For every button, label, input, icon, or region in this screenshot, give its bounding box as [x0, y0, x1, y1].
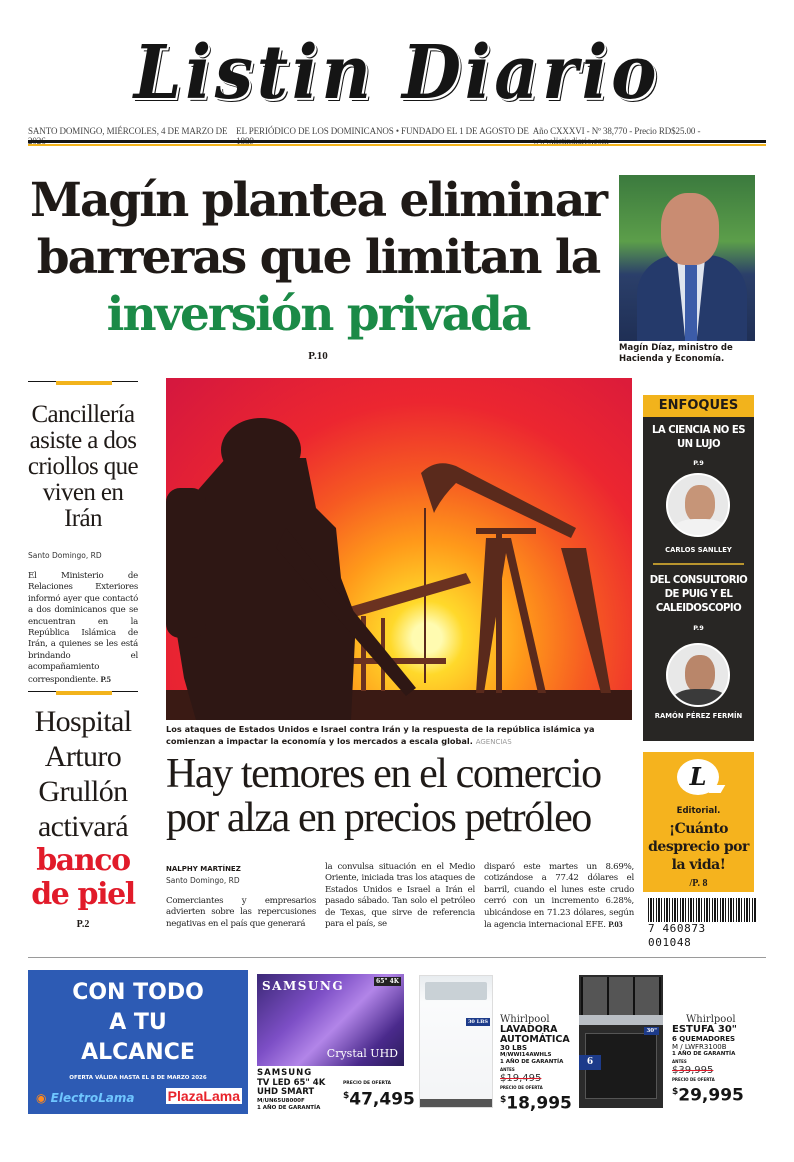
- whirlpool-logo: Whirlpool: [686, 1014, 736, 1025]
- avatar: [666, 643, 730, 707]
- plazalama-logo: PlazaLama: [167, 1088, 240, 1104]
- lead-photo-caption: Magín Díaz, ministro de Hacienda y Economía.: [619, 343, 733, 364]
- whirlpool-logo: Whirlpool: [500, 1014, 550, 1025]
- enfoques-separator: [653, 563, 744, 565]
- lead-page-ref: P.10: [308, 350, 328, 362]
- enfoques-panel: [643, 395, 754, 741]
- tagline: EL PERIÓDICO DE LOS DOMINICANOS • FUNDADO EL 1 DE AGOSTO DE: [236, 126, 529, 136]
- masthead-gold-rule: [28, 144, 766, 146]
- enfoque-author: RAMÓN PÉREZ FERMÍN: [654, 712, 743, 720]
- enfoque-author: CARLOS SANLLEY: [665, 546, 732, 554]
- ad-promo-banner[interactable]: CON TODO A TU ALCANCE OFERTA VÁLIDA HASTA EL 8 DE MARZO 2026 ◉ ElectroLama PlazaLama: [28, 970, 248, 1114]
- main-story-headline[interactable]: Hay temores en el comercio por alza en precios petróleo: [166, 751, 601, 841]
- enfoque-page: P.9: [693, 459, 704, 467]
- lead-photo: [619, 175, 755, 341]
- page-ref: P.03: [608, 919, 623, 930]
- tv-product-image[interactable]: SAMSUNG 65" 4K Crystal UHD: [257, 974, 404, 1066]
- edition-date: SANTO DOMINGO, MIÉRCOLES, 4 DE MARZO DE: [28, 126, 228, 136]
- byline-dateline: Santo Domingo, RD: [166, 876, 240, 885]
- byline-author: NALPHY MARTÍNEZ: [166, 865, 241, 873]
- editorial-page-ref: /P. 8: [689, 878, 708, 889]
- washer-product-image[interactable]: 30 LBS: [419, 975, 493, 1108]
- dateline-bar: [28, 126, 766, 146]
- masthead-rule: [28, 140, 766, 143]
- story-headline-highlight: banco de piel: [31, 843, 135, 912]
- issue-info: Año CXXXVI - Nº 38,770 - Precio RD$25.00 -: [532, 126, 701, 136]
- avatar: [666, 473, 730, 537]
- ad-validity: OFERTA VÁLIDA HASTA EL 8 DE MARZO 2026: [69, 1075, 207, 1081]
- editorial-label: Editorial.: [676, 806, 721, 816]
- enfoque-page: P.9: [693, 624, 704, 632]
- page-ref: P.2: [76, 919, 90, 930]
- editorial-logo-icon: L: [677, 759, 719, 795]
- story-column-3: disparó este martes un 8.69%, cotizándose a 77.42 dólares el barril, cuando el lunes este crudo cerró con un incremento 6.28%, ubicándose en 71.23 dólares, según la agencia internacional EFE. P.03: [484, 862, 634, 931]
- barcode: [648, 898, 756, 949]
- section-gold-tab: [56, 691, 112, 695]
- electrolama-logo: ◉ ElectroLama: [36, 1091, 135, 1105]
- story-column-2: la convulsa situación en el Medio Oriente, iniciada tras los ataques de Estados Unidos e Israel a Irán el pasado sábado. Tan solo el petróleo de Texas, que sirve de referencia para el país, se: [325, 862, 475, 930]
- tv-product-info: SAMSUNG TV LED 65" 4K UHD SMART M/UN65U8000F 1 AÑO DE GARANTÍA: [257, 1068, 326, 1111]
- enfoques-label: ENFOQUES: [643, 395, 754, 417]
- enfoque-title[interactable]: DEL CONSULTORIO DE PUIG Y EL CALEIDOSCOPIO: [649, 573, 748, 614]
- washer-product-info: Whirlpool LAVADORA AUTOMÁTICA 30 LBS M/WWI14AWHLS 1 AÑO DE GARANTÍA ANTES $19,495 PRECIO DE OFERTA $18,995: [500, 1014, 575, 1113]
- story-body: El Ministerio de Relaciones Exteriores informó ayer que contactó a dos dominicanos que se encuentran en la República Islámica de Irán, a quienes se les está brindando el acompañamiento correspondiente. P.5: [28, 571, 138, 685]
- page-ref: P.5: [100, 673, 111, 684]
- story-headline-hospital[interactable]: Hospital Arturo Grullón activará banco de piel: [22, 704, 144, 912]
- enfoque-title[interactable]: LA CIENCIA NO ES UN LUJO: [652, 423, 745, 450]
- image-credit: AGENCIAS: [475, 737, 512, 746]
- story-column-1: Comerciantes y empresarios advierten sobre las repercusiones negativas en el país que generará: [166, 896, 316, 929]
- stove-product-image[interactable]: 30" 6: [579, 975, 663, 1108]
- lead-headline[interactable]: Magín plantea eliminar barreras que limitan la inversión privada: [29, 173, 607, 342]
- story-headline-cancilleria[interactable]: Cancillería asiste a dos criollos que viven en Irán: [27, 401, 139, 532]
- main-story-image: [166, 378, 632, 720]
- barcode-number: 7 460873 001048: [648, 922, 706, 949]
- masthead-logo: Listin Diario: [133, 30, 661, 116]
- lead-headline-highlight: inversión privada: [106, 287, 530, 342]
- main-image-caption: Los ataques de Estados Unidos e Israel contra Irán y la respuesta de la república islámica ya comienzan a impactar la economía y los mercados a escala global. AGENCIAS: [166, 724, 595, 746]
- ads-separator: [28, 957, 766, 958]
- tv-price: PRECIO DE OFERTA $47,495: [343, 1081, 415, 1110]
- editorial-box[interactable]: [643, 752, 754, 892]
- stove-product-info: Whirlpool ESTUFA 30" 6 QUEMADORES M / LWFR3100B 1 AÑO DE GARANTÍA ANTES $39,995 PRECIO DE OFERTA $29,995: [672, 1014, 767, 1104]
- editorial-title: ¡Cuánto desprecio por la vida!: [648, 821, 749, 873]
- story-dateline: Santo Domingo, RD: [28, 551, 102, 560]
- section-gold-tab: [56, 381, 112, 385]
